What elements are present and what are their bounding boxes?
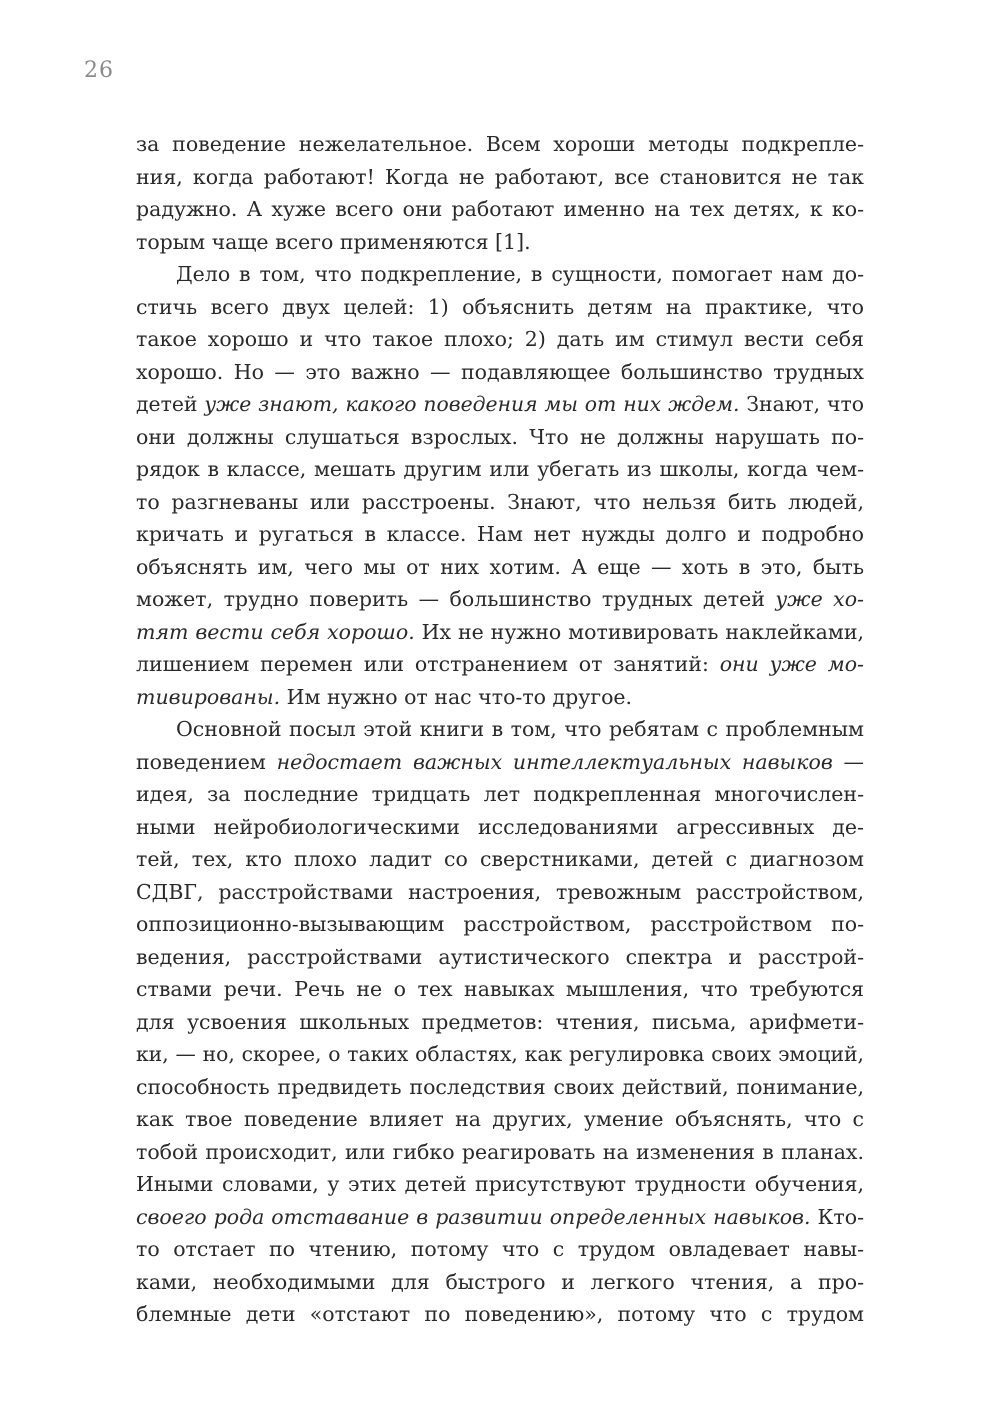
- text-line: [136, 291, 864, 324]
- text-segment: оппозиционно-вызывающим расстройством, расстройством по-: [136, 912, 864, 936]
- text-segment: ками, необходимыми для быстрого и легкого чтения, а про-: [136, 1269, 864, 1294]
- text-line: [136, 226, 864, 259]
- text-line: [136, 616, 864, 649]
- text-segment: ки, — но, скорее, о таких областях, как регулировка своих эмоций,: [136, 1042, 864, 1066]
- text-line: [136, 1071, 864, 1104]
- text-line: [136, 681, 864, 714]
- text-segment: как твое поведение влияет на других, умение объяснять, что с: [136, 1107, 864, 1131]
- text-segment: ными нейробиологическими исследованиями агрессивных де-: [136, 814, 864, 839]
- text-segment: рядок в классе, мешать другим или убегать из школы, когда чем-: [136, 457, 864, 481]
- text-segment: такое хорошо и что такое плохо; 2) дать им стимул вести себя: [136, 327, 864, 351]
- italic-text: своего рода отставание в развитии определенных навыков.: [136, 1204, 811, 1229]
- text-segment: ния, когда работают! Когда не работают, все становится не так: [136, 164, 864, 189]
- text-line: [136, 583, 864, 616]
- text-line: [136, 1038, 864, 1071]
- text-line: [136, 648, 864, 681]
- text-line: [136, 323, 864, 356]
- text-segment: стичь всего двух целей: 1) объяснить детям на практике, что: [136, 294, 864, 319]
- text-line: [136, 1266, 864, 1299]
- italic-text: тивированы.: [136, 684, 281, 709]
- text-line: [136, 713, 864, 746]
- text-segment: поведением: [136, 749, 277, 774]
- text-line: [136, 1006, 864, 1039]
- text-line: [136, 1233, 864, 1266]
- italic-text: тят вести себя хорошо.: [136, 619, 415, 644]
- text-line: [136, 1298, 864, 1331]
- text-line: [136, 1168, 864, 1201]
- italic-text: уже хо-: [775, 587, 864, 611]
- text-segment: то отстает по чтению, потому что с трудом овладевает навы-: [136, 1237, 864, 1261]
- text-segment: радужно. А хуже всего они работают именно на тех детях, к ко-: [136, 197, 864, 221]
- text-segment: Их не нужно мотивировать наклейками,: [414, 619, 864, 644]
- text-line: [136, 1201, 864, 1234]
- text-line: [136, 1136, 864, 1169]
- text-line: [136, 421, 864, 454]
- text-line: [136, 486, 864, 519]
- text-segment: Кто-: [810, 1204, 864, 1229]
- text-segment: кричать и ругаться в классе. Нам нет нужды долго и подробно: [136, 522, 864, 546]
- text-line: [136, 258, 864, 291]
- text-line: [136, 1103, 864, 1136]
- body-text: [136, 128, 864, 1331]
- text-segment: для усвоения школьных предметов: чтения, письма, арифмети-: [136, 1009, 864, 1034]
- paragraph: [136, 128, 864, 258]
- text-segment: Основной посыл этой книги в том, что ребятам с проблемным: [176, 717, 864, 741]
- paragraph: [136, 713, 864, 1331]
- text-line: [136, 876, 864, 909]
- text-segment: за поведение нежелательное. Всем хороши методы подкрепле-: [136, 132, 864, 156]
- text-line: [136, 973, 864, 1006]
- text-segment: ведения, расстройствами аутистического спектра и расстрой-: [136, 944, 864, 969]
- text-segment: лишением перемен или отстранением от занятий:: [136, 652, 720, 676]
- text-segment: тей, тех, кто плохо ладит со сверстниками, детей с диагнозом: [136, 847, 864, 871]
- text-line: [136, 551, 864, 584]
- italic-text: уже знают, какого поведения мы от них ждем.: [204, 392, 740, 416]
- page-number: 26: [84, 58, 114, 83]
- text-segment: идея, за последние тридцать лет подкрепленная многочислен-: [136, 782, 864, 806]
- text-line: [136, 746, 864, 779]
- text-line: [136, 356, 864, 389]
- text-line: [136, 193, 864, 226]
- text-segment: хорошо. Но — это важно — подавляющее большинство трудных: [136, 359, 864, 384]
- text-line: [136, 388, 864, 421]
- text-line: [136, 941, 864, 974]
- text-segment: —: [832, 749, 864, 774]
- italic-text: они уже мо-: [719, 652, 864, 676]
- text-segment: Дело в том, что подкрепление, в сущности, помогает нам до-: [176, 262, 864, 286]
- text-line: [136, 778, 864, 811]
- text-segment: они должны слушаться взрослых. Что не должны нарушать по-: [136, 424, 864, 449]
- text-segment: Знают, что: [739, 392, 864, 416]
- text-line: [136, 908, 864, 941]
- text-segment: объяснять им, чего мы от них хотим. А еще — хоть в это, быть: [136, 554, 864, 579]
- text-line: [136, 518, 864, 551]
- text-segment: способность предвидеть последствия своих действий, понимание,: [136, 1074, 864, 1099]
- text-segment: СДВГ, расстройствами настроения, тревожным расстройством,: [136, 879, 864, 904]
- text-line: [136, 453, 864, 486]
- text-segment: может, трудно поверить — большинство трудных детей: [136, 587, 776, 611]
- italic-text: недостает важных интеллектуальных навыков: [276, 749, 833, 774]
- text-line: [136, 843, 864, 876]
- text-segment: детей: [136, 392, 205, 416]
- text-segment: ствами речи. Речь не о тех навыках мышления, что требуются: [136, 977, 864, 1001]
- text-line: [136, 161, 864, 194]
- text-segment: Иными словами, у этих детей присутствуют трудности обучения,: [136, 1172, 864, 1196]
- text-line: [136, 128, 864, 161]
- text-segment: торым чаще всего применяются [1].: [136, 229, 531, 254]
- text-segment: тобой происходит, или гибко реагировать на изменения в планах.: [136, 1139, 864, 1164]
- paragraph: [136, 258, 864, 713]
- text-segment: Им нужно от нас что-то другое.: [280, 684, 633, 709]
- text-segment: то разгневаны или расстроены. Знают, что нельзя бить людей,: [136, 489, 864, 514]
- text-segment: блемные дети «отстают по поведению», потому что с трудом: [136, 1302, 864, 1326]
- text-line: [136, 811, 864, 844]
